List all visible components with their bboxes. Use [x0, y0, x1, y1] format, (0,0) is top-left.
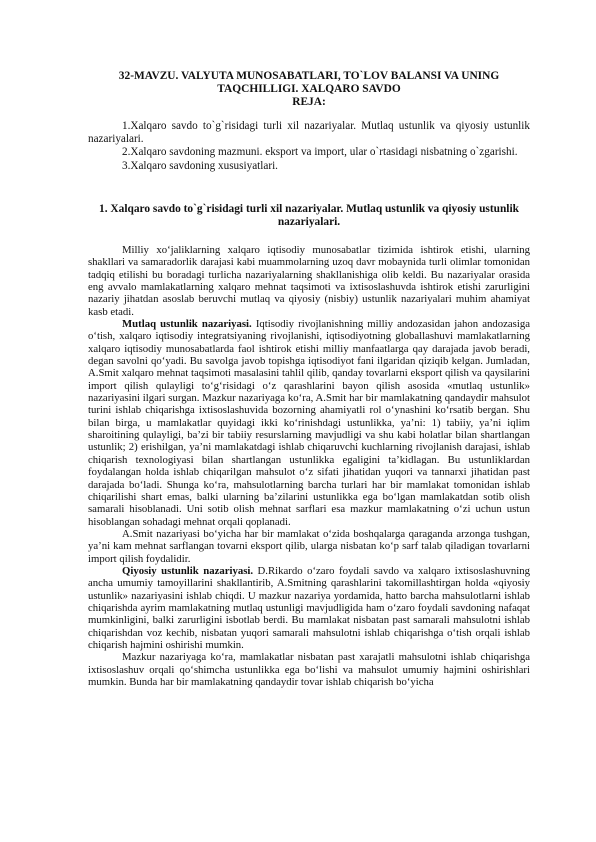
plan-heading: REJA: — [292, 96, 326, 109]
section-heading: 1. Xalqaro savdo to`g`risidagi turli xil nazariyalar. Mutlaq ustunlik va qiyosiy ustunlik nazariyalari. — [99, 202, 519, 229]
paragraph-text: D.Rikardo o‘zaro foydali savdo va xalqaro ixtisoslashuvning ancha umumiy tamoyillarini shakllantirib, A.Smitning qarashlarini takomillashtirgan holda «qiyosiy ustunlik» nazariyasini ishlab chiqdi. U mazkur nazariya yordamida, hatto barcha mahsulotlarni ishlab chiqarishda ayrim mamlakatning mutlaq ustunligi mavjudligida ham o‘zaro foydali savdoning nafaqat mumkinligini, balki zarurligini isbotlab berdi. Bu mamlakat nisbatan past samarali mahsulotni ishlab chiqarishdan voz kechib, nisbatan yuqori samarali mahsulotni ishlab chiqarishga o‘tish orqali ishlab chiqarish hajmini oshirishi mumkin. — [88, 564, 530, 651]
plan-item: 3.Xalqaro savdoning xususiyatlari. — [122, 159, 278, 172]
paragraph-lead: Qiyosiy ustunlik nazariyasi. — [122, 564, 254, 577]
paragraph-text: Iqtisodiy rivojlanishning milliy andozasidan jahon andozasiga o‘tish, xalqaro iqtisodiy integratsiyaning rivojlanishi, iqtisodiyotning globallashuvi mamlakatlarning xalqaro iqtisodiy munosabatlarda faol ishtirok etishi milliy manfaatlarga qay darajada javob beradi, degan savolni qo‘yadi. Bu savolga javob topishga iqtisodiyot fani ilgaridan qiziqib kelgan. Jumladan, A.Smit xalqaro mehnat taqsimoti masalasini tahlil qilib, qanday tovarlarni eksport qilish va qaysilarini import qilish qulayligi to‘g‘risidagi o‘z qarashlarini bayon qilish asosida «mutlaq ustunlik» nazariyasini ilgari surgan. Mazkur nazariyaga ko‘ra, A.Smit har bir mamlakatning qandaydir mahsulot turini ishlab chiqarishga ixtisoslashuvida bozorning ahamiyatli rol o‘ynashini ko‘rsatib bergan. Shu bilan birga, u mamlakatlar quyidagi ikki ko‘rinishdagi ustunlikka, ya’ni: 1) tabiiy, ya’ni iqlim sharoitining qulayligi, ba’zi bir tabiiy resurslarning mavjudligi va shu kabi holatlar bilan shartlangan ustunlik; 2) erishilgan, ya’ni mamlakatdagi ishlab chiqaruvchi kuchlarning rivojlanish darajasi, ishlab chiqarish texnologiyasi bilan shartlangan ustunlikka egaligini ta’kidlagan. Bu ustunliklardan foydalangan holda ishlab chiqarilgan mahsulot o‘z sifati jihatidan yuqori va tannarxi jihatidan past darajada bo‘ladi. Shunga ko‘ra, mahsulotlarning barcha turlari har bir mamlakat tomonidan ishlab chiqarilishi shart emas, balki ularning ba’zilarini ustunlikka ega bo‘lgan mamlakatdan sotib olish samarali hisoblanadi. Uni sotib olish mehnat sarflari esa mazkur mamlakatning o‘zi uchun ustun hisoblangan sohadagi mehnat orqali qoplanadi. — [88, 318, 530, 528]
paragraph — [88, 528, 530, 565]
document-page — [88, 70, 530, 688]
paragraph — [88, 318, 530, 528]
paragraph-text: Milliy xo‘jaliklarning xalqaro iqtisodiy munosabatlar tizimida ishtirok etishi, ularning shakllari va samaradorlik darajasi kabi muammolarning uzoq davr mobaynida turli olimlar tomonidan tadqiq etilishi bu boradagi turlicha nazariyalarning shakllanishiga olib keldi. Bu nazariyalar orasida eng avvalo mamlakatlarning xalqaro mehnat taqsimoti va ixtisoslashuvda ishtirok etishi zarurligini nazariy jihatdan asoslab beruvchi mutlaq va qiyosiy (nisbiy) ustunlik nazariyalari muhim ahamiyat kasb etadi. — [88, 243, 530, 318]
paragraph-lead: Mutlaq ustunlik nazariyasi. — [122, 318, 252, 331]
plan-item: 1.Xalqaro savdo to`g`risidagi turli xil nazariyalar. Mutlaq ustunlik va qiyosiy ustunlik nazariyalari. — [88, 119, 530, 145]
plan-list — [88, 120, 530, 173]
title-line-1: 32-MAVZU. VALYUTA MUNOSABATLARI, TO`LOV BALANSI VA UNING — [118, 70, 500, 82]
paragraph-text: Mazkur nazariyaga ko‘ra, mamlakatlar nisbatan past xarajatli mahsulotni ishlab chiqarishga ixtisoslashuv orqali qo‘shimcha ustunlikka ega bo‘lishi va mahsulot umumiy hajmini oshirishlari mumkin. Bunda har bir mamlakatning qandaydir tovar ishlab chiqarish bo‘yicha — [88, 651, 530, 689]
document-title — [88, 70, 530, 96]
section-body — [88, 244, 530, 688]
paragraph — [88, 651, 530, 688]
title-line-2: TAQCHILLIGI. XALQARO SAVDO — [217, 83, 401, 96]
plan-item: 2.Xalqaro savdoning mazmuni. eksport va import, ular o`rtasidagi nisbatning o`zgarishi. — [122, 146, 518, 159]
paragraph — [88, 565, 530, 651]
paragraph — [88, 244, 530, 318]
paragraph-text: A.Smit nazariyasi bo‘yicha har bir mamlakat o‘zida boshqalarga qaraganda arzonga tushgan, ya’ni kam mehnat sarflangan tovarni eksport qilib, ularga nisbatan ko‘p sarf talab qiladigan tovarlarni import qilish foydalidir. — [88, 527, 530, 565]
